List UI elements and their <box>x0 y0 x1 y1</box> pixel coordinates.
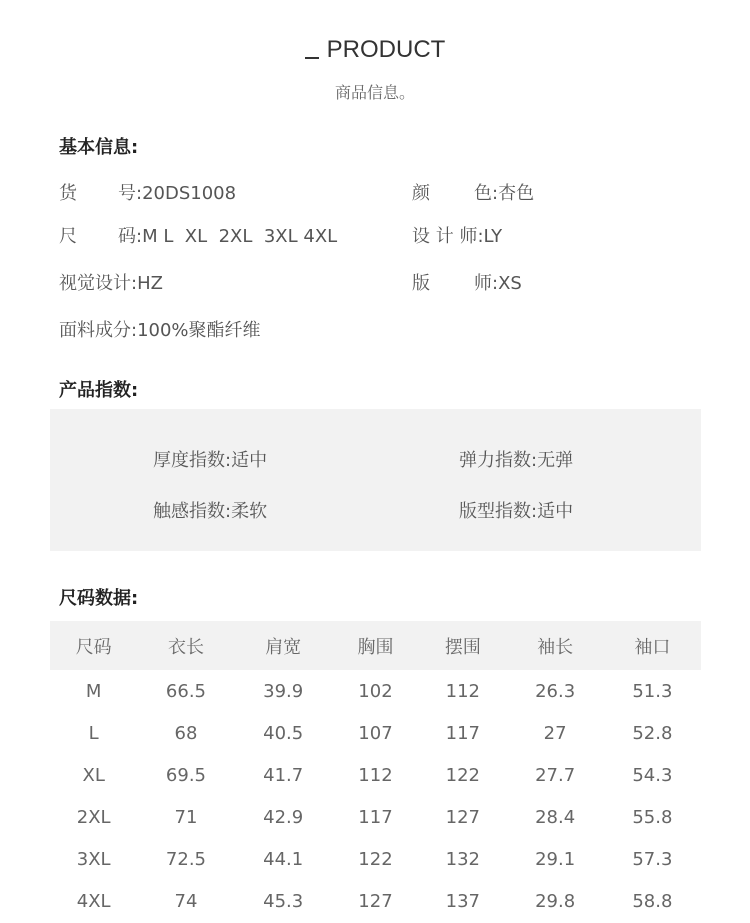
table-cell: 45.3 <box>263 890 304 912</box>
color-label-a: 颜 <box>412 183 430 204</box>
size-label-b: 码: <box>118 226 143 247</box>
table-cell: 26.3 <box>535 680 576 702</box>
header-cell: 袖口 <box>634 636 671 658</box>
basic-info-title: 基本信息: <box>59 137 139 158</box>
size-values: M L XL 2XL 3XL 4XL <box>142 226 338 247</box>
table-cell: 122 <box>445 764 480 786</box>
table-cell: 42.9 <box>263 806 304 828</box>
size-table-title: 尺码数据: <box>59 588 139 609</box>
table-cell: 127 <box>445 806 480 828</box>
table-row <box>50 670 701 712</box>
table-cell: 112 <box>358 764 393 786</box>
visual-label: 视觉设计: <box>59 273 138 294</box>
touch-index: 触感指数:柔软 <box>153 501 268 522</box>
table-cell: 122 <box>358 848 393 870</box>
fit-index: 版型指数:适中 <box>459 501 574 522</box>
page-title: PRODUCT <box>305 36 446 63</box>
size-row <box>59 222 337 248</box>
page-header <box>0 36 750 64</box>
page-subtitle: 商品信息。 <box>334 83 415 102</box>
header-cell: 摆围 <box>444 636 481 658</box>
header-cell: 肩宽 <box>265 636 302 658</box>
table-cell: 40.5 <box>263 722 304 744</box>
table-cell: 52.8 <box>632 722 673 744</box>
table-cell: M <box>85 680 102 702</box>
visual-row <box>59 269 163 295</box>
table-row <box>50 754 701 796</box>
table-cell: L <box>88 722 99 744</box>
table-row <box>50 880 701 922</box>
indices-title: 产品指数: <box>59 380 139 401</box>
article-no-row <box>59 179 236 205</box>
color-label-b: 色: <box>474 183 499 204</box>
table-cell: 4XL <box>76 890 111 912</box>
table-row <box>50 838 701 880</box>
header-cell: 衣长 <box>167 636 204 658</box>
table-cell: 29.8 <box>535 890 576 912</box>
table-cell: 55.8 <box>632 806 673 828</box>
table-cell: 2XL <box>76 806 111 828</box>
table-cell: 74 <box>174 890 198 912</box>
article-no-value: 20DS1008 <box>142 183 237 204</box>
table-cell: 66.5 <box>165 680 206 702</box>
header-cell: 胸围 <box>357 636 394 658</box>
table-cell: 51.3 <box>632 680 673 702</box>
table-row <box>50 712 701 754</box>
table-cell: 137 <box>445 890 480 912</box>
table-cell: 28.4 <box>535 806 576 828</box>
pattern-row <box>412 269 522 295</box>
article-no-label-b: 号: <box>118 183 143 204</box>
color-row <box>412 179 534 205</box>
table-cell: 132 <box>445 848 480 870</box>
table-cell: 27 <box>543 722 567 744</box>
table-cell: 44.1 <box>263 848 304 870</box>
table-cell: 41.7 <box>263 764 304 786</box>
fabric-value: 100%聚酯纤维 <box>137 320 261 341</box>
pattern-label-b: 师: <box>474 273 499 294</box>
table-cell: 112 <box>445 680 480 702</box>
fabric-row <box>59 316 261 342</box>
table-cell: 102 <box>358 680 393 702</box>
header-cell: 袖长 <box>537 636 574 658</box>
table-cell: 72.5 <box>165 848 206 870</box>
table-cell: 27.7 <box>535 764 576 786</box>
table-cell: 58.8 <box>632 890 673 912</box>
designer-value: LY <box>483 226 503 247</box>
table-cell: 127 <box>358 890 393 912</box>
article-no-label-a: 货 <box>59 183 77 204</box>
pattern-label-a: 版 <box>412 273 430 294</box>
indices-panel <box>50 409 701 551</box>
designer-row <box>412 222 502 248</box>
table-cell: 54.3 <box>632 764 673 786</box>
thickness-index: 厚度指数:适中 <box>153 450 268 471</box>
title-dash <box>305 57 319 59</box>
table-row <box>50 796 701 838</box>
header-cell: 尺码 <box>75 636 112 658</box>
size-table-header-row <box>50 621 701 670</box>
table-cell: 69.5 <box>165 764 206 786</box>
size-table <box>50 621 701 922</box>
fabric-label: 面料成分: <box>59 320 138 341</box>
designer-label: 设 计 师: <box>412 226 484 247</box>
table-cell: 71 <box>174 806 198 828</box>
table-cell: 107 <box>358 722 393 744</box>
table-cell: 117 <box>445 722 480 744</box>
pattern-value: XS <box>498 273 522 294</box>
table-cell: 68 <box>174 722 198 744</box>
table-cell: 57.3 <box>632 848 673 870</box>
visual-value: HZ <box>137 273 163 294</box>
table-cell: 29.1 <box>535 848 576 870</box>
table-cell: 39.9 <box>263 680 304 702</box>
table-cell: 3XL <box>76 848 111 870</box>
table-cell: XL <box>82 764 105 786</box>
table-cell: 117 <box>358 806 393 828</box>
color-value: 杏色 <box>498 183 535 204</box>
elasticity-index: 弹力指数:无弹 <box>459 450 574 471</box>
size-label-a: 尺 <box>59 226 77 247</box>
